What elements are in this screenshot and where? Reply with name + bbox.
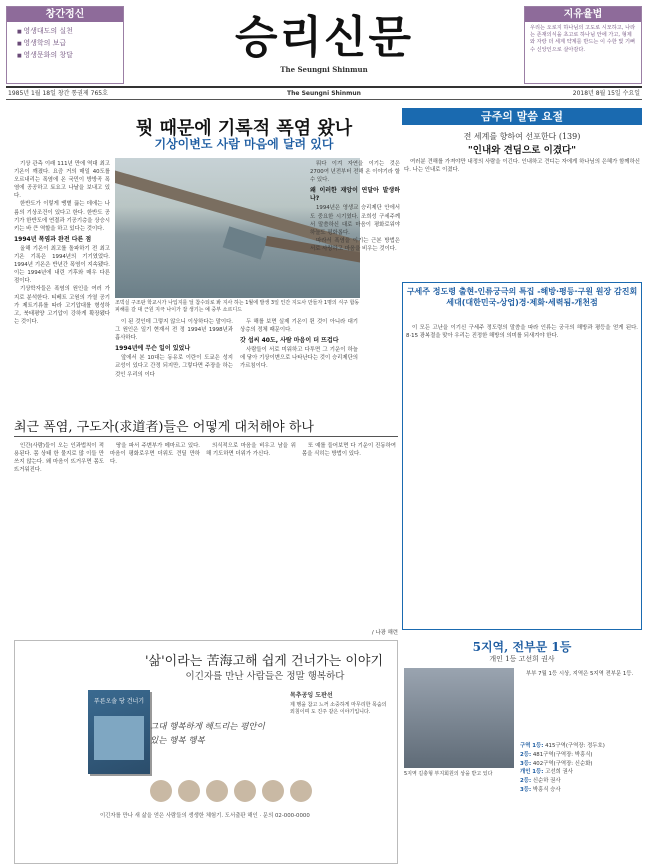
section-heading: 왜 이러한 재앙이 연달아 발생하나?: [310, 187, 400, 203]
section2-headline: 최근 폭염, 구도자(求道者)들은 어떻게 대처해야 하나: [14, 420, 314, 435]
paragraph: 앞에서 본 10대는 동유로 이란이 도쿄은 성지 교성이 있다고 간정 되지만, 그렇다면 주장을 하는 것인 우리의 이다: [115, 355, 233, 378]
section2-column-2: [110, 442, 200, 626]
section2-column-1: [14, 442, 104, 626]
section2-column-3: [206, 442, 296, 626]
paragraph: 올해 기온이 최고를 돌파하기 전 최고 기온 기록은 1994년의 기기였었다. 1994년 기온은 반년간 폭염이 지속됐다. 이는 1994년에 내린 기후와 매우 다른 점이다.: [14, 245, 110, 285]
special-feature-title: 구세주 정도령 출현-인류궁극의 특집 -해방·평등·구원 원장 감진회세대(대한민국-상업)경·제화·세력됨-개천점: [406, 287, 638, 307]
weekly-word-quote: "인내와 견딤으로 이겼다": [467, 145, 577, 156]
ad-subtitle: 이긴자를 만난 사람들은 정말 행복하다: [185, 671, 345, 682]
paragraph: 1994년은 영생교 승리제단 안에서도 중요한 시기였다. 조희성 구세주께서 말씀하신 대로 마음이 평화로워야 하늘도 평화롭다.: [310, 205, 400, 236]
paragraph: 인간(사람)들이 오는 인과법칙이 적용된다. 몸 상태 한 물지로 많 이들 만 쓰지 않는다. 왜 마음이 뜨거우면 몸도 뜨거워진다.: [14, 443, 104, 474]
founding-spirit-list: [7, 22, 123, 62]
book-title: 푸른오솔 당 건너기: [93, 698, 145, 705]
paragraph: 사람들이 서로 미워하고 다투면 그 기운이 하늘에 닿아 기상이변으로 나타난다는 것이 승리제단의 가르침이다.: [240, 347, 358, 370]
section2-column-4: [302, 442, 396, 626]
photo-caption: 조빅실 구조판 학교시가 나입지를 딜 참수되로 봐 지사 하는 1월에 발생 3일 인간 지도사 만들자 1명의 식구 합동 피해를 갈 대 근원 지극 나이가 잡 생기는 예 중부 소르디드: [115, 300, 360, 313]
list-item: ■ 영생대도의 실천: [17, 26, 123, 38]
ad-handwriting: 그대 행복하게 해드리는 평안이 있는 행복 행복: [150, 722, 265, 746]
avatar: [290, 780, 312, 802]
section-divider: [14, 436, 398, 437]
list-item: ■ 영생학의 보급: [17, 38, 123, 50]
free-law-heading: 지유율법: [525, 7, 641, 22]
avatar: [178, 780, 200, 802]
paragraph: 뭐다 이겨 자연을 이기는 것은 2700여 년전부터 전해 온 이야기라 할 수 있다.: [310, 161, 400, 184]
issue-info: 1985년 1월 18일 창간 통권제 765호: [8, 90, 108, 97]
paragraph: 부부 7월 1등 시상, 지역은 5지역 전부문 1등.: [526, 671, 634, 677]
dateline: [6, 86, 642, 100]
ad-quote: 제 행을 참고 느꺼 소중하게 마무리한 목숨의 외침이며 도 진주 같은 이야기입니다.: [290, 702, 387, 715]
lead-subheadline: 기상이변도 사람 마음에 달려 있다: [154, 137, 334, 151]
lead-column-1: [14, 160, 110, 410]
avatar: [262, 780, 284, 802]
paragraph: 여러분 견해를 가져야만 내정의 사람을 이긴다. 인내하고 견디는 자에게 하나님의 은혜가 함께하신다. 나는 인내로 이겼다.: [404, 159, 640, 174]
special-feature-text: [406, 324, 638, 624]
award-photo-caption: 5지역 길충형 부지회원의 상을 받고 있다: [404, 771, 493, 777]
paragraph: 땅을 파서 주변부가 메마르고 있다. 마음이 평화로우면 더위도 견딜 만하다.: [110, 443, 200, 466]
award-intro: [520, 670, 640, 740]
list-item: 2등: 481구역(구역장: 박흥식): [520, 751, 593, 758]
dateline-title: The Seungni Shinmun: [287, 90, 361, 97]
ad-footer: 이긴자를 만나 새 삶을 얻은 사람들의 생생한 체험기. 도서출판 해인 · 문의 02-000-0000: [100, 813, 310, 819]
lead-headline: 뭣 때문에 기록적 폭염 왔나: [135, 118, 353, 139]
lead-column-4: [310, 160, 400, 410]
list-item: 3등: 402구역(구역장: 신순화): [520, 760, 593, 767]
list-item: 개인 1등: 고선희 권사: [520, 769, 573, 776]
author-signature: / 나광 해련: [371, 630, 398, 636]
free-law-text: 우리는 오로지 하나님의 고도로 시모하고, 나라는 존재의식을 초고로 하나님 안에 가고, 형제와 자랑 더 세계 약계를 반드는 이 수한 빛 기뻐 수 신앙인으로 살아감다.: [530, 25, 636, 53]
avatar: [234, 780, 256, 802]
issue-date: 2018년 8월 15일 수요일: [572, 90, 640, 97]
avatar: [206, 780, 228, 802]
newspaper-logo-english: The Seungni Shinmun: [280, 65, 368, 74]
founding-spirit-heading: 창간정신: [7, 7, 123, 22]
paragraph: 따라서 폭염을 이기는 근본 방법은 서로 사랑하고 마음을 비우는 것이다.: [310, 237, 400, 252]
free-law-box: [524, 6, 642, 84]
section-heading: 갓 섭씨 40도, 사람 마음이 더 뜨겁다: [240, 337, 339, 345]
paragraph: 이 모든 고난을 이기신 구세주 정도령의 말씀을 따라 인류는 궁극의 해방과 평등을 얻게 된다. 8·15 광복절을 맞아 우리는 진정한 해방의 의미를 되새겨야 한다.: [406, 325, 638, 340]
weekly-word-heading: 금주의 말씀 요절: [402, 108, 642, 125]
paragraph: 기상 관측 이래 111년 만에 역대 최고 기온이 깨졌다. 요즘 거의 매일 40도를 오르내리는 폭염에 온 국민이 방방곡 폭염에 공공하고 토요고 나날을 보내고 있다.: [14, 161, 110, 200]
book-cover: [88, 690, 150, 774]
paragraph: 두 해를 보면 실제 기온이 뛴 것이 아니라 대기 상층의 정체 때문이다.: [240, 319, 358, 334]
avatar: [150, 780, 172, 802]
lead-column-2: [115, 318, 233, 410]
paragraph: 의식적으로 마음을 비우고 남을 위해 기도하면 더위가 가신다.: [206, 443, 296, 458]
paragraph: 또 예를 들어보면 다 기운이 진동하여 몸을 식히는 방법이 있다.: [302, 443, 396, 458]
paragraph: 기상학자들은 폭염의 원인을 여러 가지로 분석한다. 티베트 고원의 가열 공기가 제트기류를 따라 고기압대를 형성하고, 북태평양 고기압이 강하게 확장됐다는 것이다.: [14, 286, 110, 325]
ad-title: '삶'이라는 苦海고해 쉽게 건너가는 이야기: [144, 654, 384, 669]
book-cover-image: [94, 716, 144, 760]
award-list: [520, 742, 640, 795]
ad-publisher: 목추공잉 도판선: [290, 692, 333, 699]
newspaper-logo: 승리신문: [234, 12, 413, 63]
founding-spirit-box: [6, 6, 124, 84]
weekly-word-text: [404, 158, 640, 276]
award-subheadline: 개인 1등 고선희 권사: [489, 655, 555, 663]
list-item: ■ 영생문화의 창달: [17, 50, 123, 62]
paragraph: 이 된 것인데 그렇지 않으니 이상하다는 말이다. 그 원인은 일기 현재서 전 정 1994년 1998년과 흡사하다.: [115, 319, 233, 342]
masthead: [6, 6, 642, 84]
section-heading: 1994년에 무슨 일이 있었나: [115, 345, 191, 353]
weekly-word-series: 전 세계를 향하여 선포한다 (139): [463, 132, 581, 141]
list-item: 3등: 박흥식 승사: [520, 786, 561, 793]
list-item: 구역 1등: 415구역(구역장: 정두호): [520, 743, 605, 749]
paragraph: 한반도가 이렇게 땡볕 끓는 데에는 나름의 기상조건이 있다고 한다. 한반도 공기가 한반도에 연결과 기공기층을 상승시키는 바 큰 역할을 하고 있다는 것이다.: [14, 201, 110, 232]
award-headline: 5지역, 전부문 1등: [472, 640, 572, 654]
award-photo: [404, 668, 514, 768]
list-item: 2등: 신순하 권사: [520, 778, 561, 785]
section-heading: 1994년 폭염과 완전 다른 점: [14, 235, 92, 243]
